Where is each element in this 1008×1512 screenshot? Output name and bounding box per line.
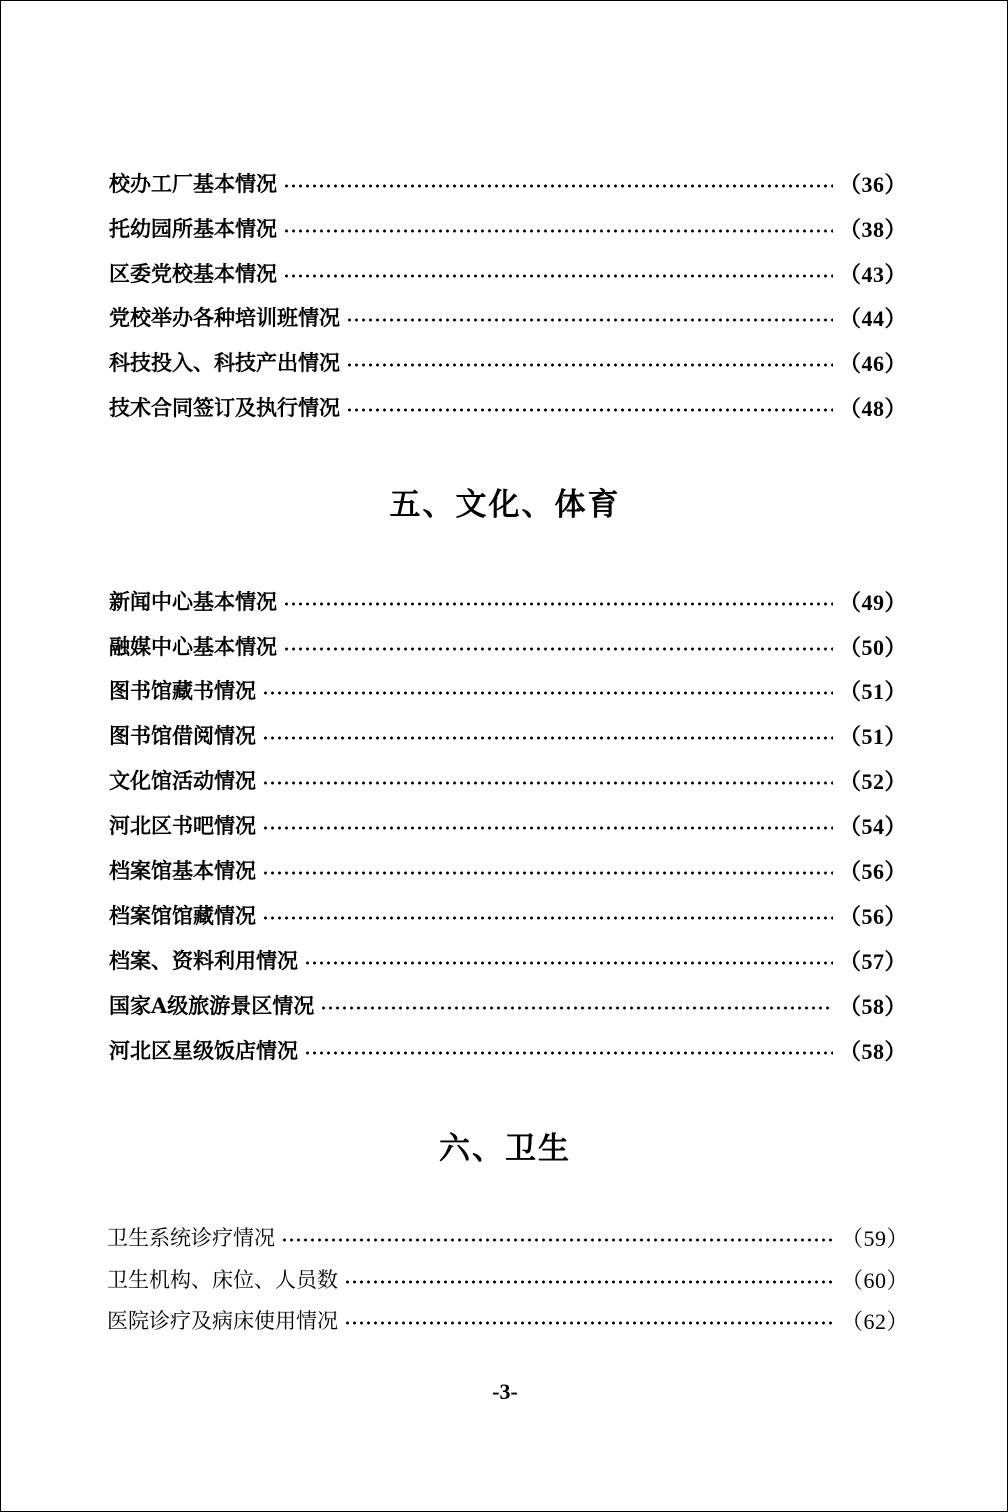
toc-entry-title: 医院诊疗及病床使用情况 <box>107 1309 338 1333</box>
dot-leader <box>262 673 833 707</box>
toc-entry-page: （60） <box>840 1267 909 1293</box>
toc-entry-page: （59） <box>840 1225 909 1251</box>
toc-entry-title: 技术合同签订及执行情况 <box>109 395 340 420</box>
section-heading: 五、文化、体育 <box>389 487 621 523</box>
toc-entry-title: 文化馆活动情况 <box>109 768 256 793</box>
dot-leader <box>281 1220 835 1254</box>
toc-entry[interactable] <box>109 763 907 797</box>
toc-entry-title: 图书馆借阅情况 <box>109 723 256 748</box>
toc-entry-title: 档案馆基本情况 <box>109 858 256 883</box>
toc-entry[interactable] <box>109 584 907 618</box>
toc-entry[interactable] <box>107 1303 909 1337</box>
dot-leader <box>320 988 833 1022</box>
toc-entry[interactable] <box>107 1262 909 1296</box>
toc-entry-page: （56） <box>838 903 907 929</box>
toc-entry[interactable] <box>109 211 907 245</box>
dot-leader <box>304 943 833 977</box>
toc-entry-page: （56） <box>838 858 907 884</box>
toc-entry-page: （51） <box>838 678 907 704</box>
toc-entry[interactable] <box>109 898 907 932</box>
toc-entry-page: （62） <box>840 1308 909 1334</box>
toc-entry-title: 国家A级旅游景区情况 <box>109 993 315 1018</box>
toc-entry-page: （48） <box>838 395 907 421</box>
toc-entry-title: 档案、资料利用情况 <box>109 948 298 973</box>
toc-entry-page: （54） <box>838 813 907 839</box>
toc-entry-title: 校办工厂基本情况 <box>109 171 277 196</box>
toc-entry[interactable] <box>109 390 907 424</box>
toc-entry-page: （49） <box>838 589 907 615</box>
toc-entry-page: （57） <box>838 948 907 974</box>
dot-leader <box>304 1033 833 1067</box>
toc-entry-page: （51） <box>838 723 907 749</box>
toc-entry-page: （46） <box>838 350 907 376</box>
toc-entry-title: 新闻中心基本情况 <box>109 589 277 614</box>
toc-entry[interactable] <box>109 808 907 842</box>
toc-entry-page: （38） <box>838 216 907 242</box>
toc-entry[interactable] <box>109 988 907 1022</box>
toc-entry-page: （58） <box>838 1038 907 1064</box>
dot-leader <box>283 166 833 200</box>
dot-leader <box>346 390 833 424</box>
toc-entry-title: 科技投入、科技产出情况 <box>109 350 340 375</box>
toc-entry-title: 河北区书吧情况 <box>109 813 256 838</box>
dot-leader <box>262 853 833 887</box>
toc-entry[interactable] <box>109 853 907 887</box>
page-number: -3- <box>492 1379 518 1404</box>
toc-entry-title: 党校举办各种培训班情况 <box>109 305 340 330</box>
toc-entry-page: （36） <box>838 171 907 197</box>
toc-entry-title: 托幼园所基本情况 <box>109 216 277 241</box>
toc-entry-title: 河北区星级饭店情况 <box>109 1038 298 1063</box>
toc-entry[interactable] <box>107 1220 909 1254</box>
toc-entry-title: 卫生机构、床位、人员数 <box>107 1268 338 1292</box>
toc-entry-page: （43） <box>838 261 907 287</box>
toc-entry[interactable] <box>109 943 907 977</box>
toc-entry[interactable] <box>109 1033 907 1067</box>
toc-entry-page: （52） <box>838 768 907 794</box>
toc-entry[interactable] <box>109 718 907 752</box>
toc-entry[interactable] <box>109 166 907 200</box>
toc-entry-title: 卫生系统诊疗情况 <box>107 1226 275 1250</box>
dot-leader <box>262 898 833 932</box>
toc-entry[interactable] <box>109 345 907 379</box>
dot-leader <box>283 629 833 663</box>
dot-leader <box>344 1303 835 1337</box>
dot-leader <box>346 345 833 379</box>
dot-leader <box>262 808 833 842</box>
toc-entry[interactable] <box>109 256 907 290</box>
section-heading: 六、卫生 <box>439 1131 571 1167</box>
toc-entry-page: （50） <box>838 634 907 660</box>
dot-leader <box>262 718 833 752</box>
dot-leader <box>283 256 833 290</box>
toc-entry-title: 区委党校基本情况 <box>109 261 277 286</box>
toc-entry[interactable] <box>109 629 907 663</box>
toc-entry[interactable] <box>109 673 907 707</box>
dot-leader <box>283 584 833 618</box>
toc-entry-page: （58） <box>838 993 907 1019</box>
toc-entry[interactable] <box>109 300 907 334</box>
toc-entry-title: 图书馆藏书情况 <box>109 678 256 703</box>
dot-leader <box>283 211 833 245</box>
toc-entry-page: （44） <box>838 305 907 331</box>
dot-leader <box>346 300 833 334</box>
dot-leader <box>262 763 833 797</box>
toc-entry-title: 融媒中心基本情况 <box>109 634 277 659</box>
toc-entry-title: 档案馆馆藏情况 <box>109 903 256 928</box>
dot-leader <box>344 1262 835 1296</box>
